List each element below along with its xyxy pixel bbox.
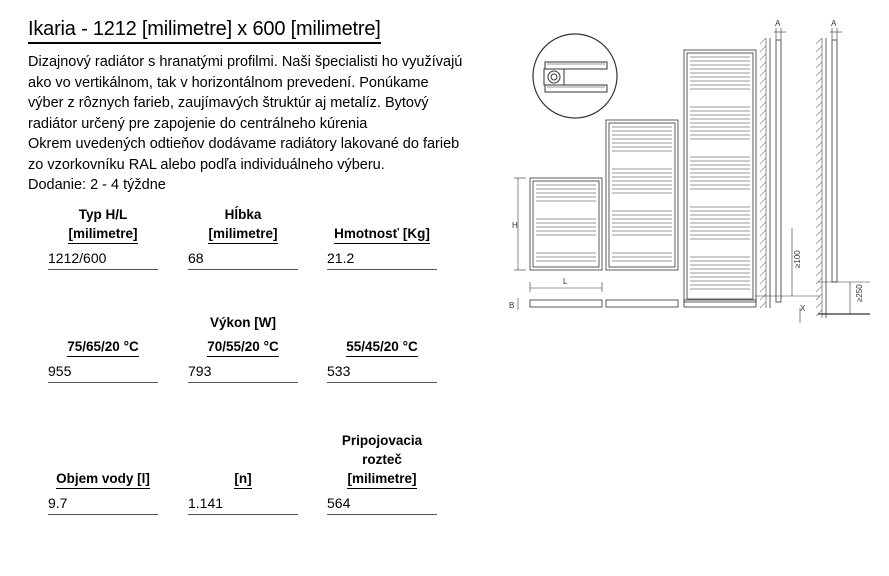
spec-header-depth: [188, 205, 298, 244]
wall-hatch: [816, 294, 822, 300]
wall-hatch: [816, 46, 822, 52]
header-line: [n]: [234, 469, 251, 489]
wall-hatch: [816, 254, 822, 260]
wall-hatch: [760, 286, 766, 292]
label-b: B: [509, 301, 515, 310]
wall-hatch: [760, 62, 766, 68]
wall-hatch: [760, 142, 766, 148]
wall-hatch: [816, 78, 822, 84]
description-line: radiátor určený pre zapojenie do centrálneho kúrenia: [28, 115, 368, 132]
wall-hatch: [760, 302, 766, 308]
wall-hatch: [816, 230, 822, 236]
wall-hatch: [816, 246, 822, 252]
wall-hatch: [816, 86, 822, 92]
wall-hatch: [760, 166, 766, 172]
label-100: ≥100: [793, 250, 802, 268]
wall-hatch: [760, 238, 766, 244]
wall-hatch: [816, 150, 822, 156]
wall-hatch: [816, 94, 822, 100]
spec-value-power-70: 793: [188, 362, 298, 383]
spec-value-power-55: 533: [327, 362, 437, 383]
label-x: X: [800, 304, 806, 313]
wall-hatch: [760, 214, 766, 220]
wall-hatch: [760, 206, 766, 212]
spec-value-weight: 21.2: [327, 249, 437, 270]
wall-hatch: [816, 238, 822, 244]
label-a-2: A: [831, 19, 837, 28]
description-line: zo vzorkovníku RAL alebo podľa individuálneho výberu.: [28, 156, 385, 173]
radiator-small-front: [530, 178, 602, 270]
wall-hatch: [760, 86, 766, 92]
wall-hatch: [760, 110, 766, 116]
description-line: Dizajnový radiátor s hranatými profilmi. Naši špecialisti ho využívajú: [28, 54, 463, 70]
wall-hatch: [816, 142, 822, 148]
header-line: 70/55/20 °C: [207, 337, 278, 357]
wall-hatch: [816, 182, 822, 188]
profile-detail-circle: [533, 34, 617, 118]
wall-hatch: [816, 134, 822, 140]
wall-hatch: [816, 222, 822, 228]
wall-hatch: [760, 158, 766, 164]
label-a-1: A: [775, 19, 781, 28]
header-line: [milimetre]: [68, 224, 137, 244]
wall-hatch: [816, 214, 822, 220]
wall-hatch: [760, 78, 766, 84]
wall-hatch: [760, 198, 766, 204]
spec-header-weight: [327, 224, 437, 244]
power-group-label: Výkon [W]: [210, 315, 276, 330]
spec-value-type: 1212/600: [48, 249, 158, 270]
wall-hatch: [760, 270, 766, 276]
wall-hatch: [816, 54, 822, 60]
wall-hatch: [816, 166, 822, 172]
wall-hatch: [760, 54, 766, 60]
spec-value-water-volume: 9.7: [48, 494, 158, 515]
wall-hatch: [760, 182, 766, 188]
wall-hatch: [816, 310, 822, 316]
description-line: ako vo vertikálnom, tak v horizontálnom prevedení. Ponúkame: [28, 74, 429, 91]
wall-hatch: [760, 246, 766, 252]
wall-hatch: [760, 294, 766, 300]
wall-hatch: [760, 190, 766, 196]
wall-hatch: [760, 126, 766, 132]
header-line: [milimetre]: [208, 224, 277, 244]
header-line: 55/45/20 °C: [346, 337, 417, 357]
spec-header-exponent: [188, 469, 298, 489]
side-view-wall-mount: [755, 19, 820, 323]
delivery-time: Dodanie: 2 - 4 týždne: [28, 177, 166, 193]
spec-value-exponent: 1.141: [188, 494, 298, 515]
wall-hatch: [816, 62, 822, 68]
wall-hatch: [760, 230, 766, 236]
wall-hatch: [760, 222, 766, 228]
label-l: L: [563, 277, 568, 286]
spec-value-connection-spacing: 564: [327, 494, 437, 515]
dimension-length: [530, 277, 602, 292]
product-description: [28, 52, 498, 196]
dimension-height: [512, 178, 526, 270]
wall-hatch: [816, 286, 822, 292]
spec-header-type: [48, 205, 158, 244]
wall-hatch: [760, 94, 766, 100]
radiator-medium-front: [606, 120, 678, 270]
wall-hatch: [760, 102, 766, 108]
page-title: Ikaria - 1212 [milimetre] x 600 [milimetre]: [28, 18, 381, 44]
wall-hatch: [760, 150, 766, 156]
header-line: [milimetre]: [347, 469, 416, 489]
wall-hatch: [816, 262, 822, 268]
header-line: Pripojovacia: [341, 433, 423, 448]
wall-hatch: [816, 206, 822, 212]
spec-value-depth: 68: [188, 249, 298, 270]
wall-hatch: [760, 70, 766, 76]
header-line: Hmotnosť [Kg]: [334, 224, 430, 244]
label-h: H: [512, 221, 518, 230]
header-line: Typ H/L: [78, 207, 128, 222]
radiator-plan-views: [530, 300, 756, 307]
wall-hatch: [816, 70, 822, 76]
wall-hatch: [816, 118, 822, 124]
wall-hatch: [816, 110, 822, 116]
wall-hatch: [816, 126, 822, 132]
wall-hatch: [760, 278, 766, 284]
wall-hatch: [816, 38, 822, 44]
description-line: výber z rôznych farieb, zaujímavých štruktúr aj metalíz. Bytový: [28, 95, 429, 111]
spec-header-connection-spacing: [327, 431, 437, 489]
wall-hatch: [816, 278, 822, 284]
wall-hatch: [816, 158, 822, 164]
spec-value-power-75: 955: [48, 362, 158, 383]
wall-hatch: [760, 118, 766, 124]
wall-hatch: [816, 190, 822, 196]
wall-hatch: [816, 302, 822, 308]
wall-hatch: [816, 198, 822, 204]
header-line: Objem vody [l]: [56, 469, 150, 489]
spec-header-water-volume: [48, 469, 158, 489]
wall-hatch: [816, 270, 822, 276]
wall-hatch: [760, 262, 766, 268]
wall-hatch: [760, 134, 766, 140]
wall-hatch: [760, 38, 766, 44]
radiator-large-front: [684, 50, 756, 302]
spec-header-power-70: [188, 337, 298, 357]
description-line: Okrem uvedených odtieňov dodávame radiátory lakované do farieb: [28, 136, 460, 152]
wall-hatch: [816, 102, 822, 108]
wall-hatch: [760, 254, 766, 260]
header-line: 75/65/20 °C: [67, 337, 138, 357]
header-line: Hĺbka: [224, 207, 262, 222]
wall-hatch: [760, 46, 766, 52]
technical-drawing: [500, 18, 880, 323]
label-250: ≥250: [855, 284, 864, 302]
spec-header-power-55: [327, 337, 437, 357]
spec-header-power-75: [48, 337, 158, 357]
wall-hatch: [816, 174, 822, 180]
side-view-floor-mount: [816, 19, 870, 318]
dimension-depth: [509, 298, 518, 310]
header-line: rozteč: [362, 452, 402, 467]
wall-hatch: [760, 174, 766, 180]
